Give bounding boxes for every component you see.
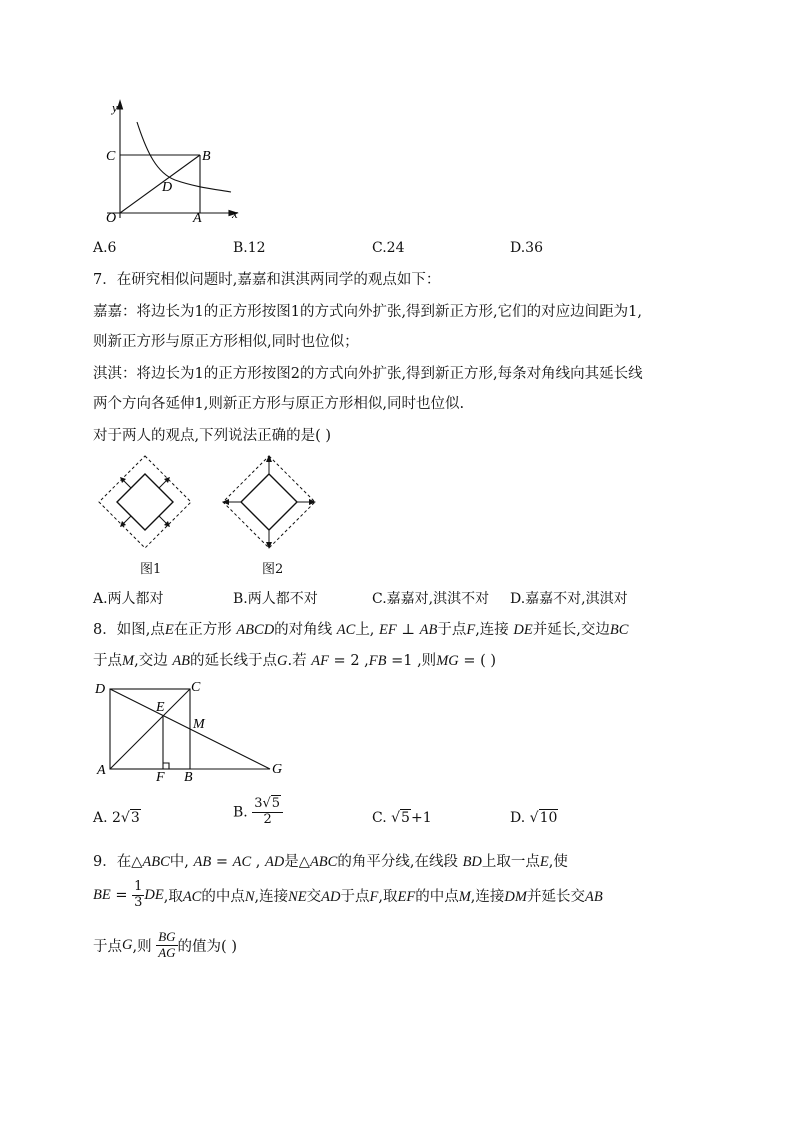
label-G: G: [272, 762, 283, 777]
label-B: B: [202, 149, 211, 164]
label-B: B: [184, 770, 193, 784]
label-C: C: [191, 680, 201, 695]
q7-line-5: 两个方向各延伸1,则新正方形与原正方形相似,同时也位似.: [93, 396, 465, 412]
inner-square: [241, 474, 297, 530]
right-angle-mark: [163, 763, 169, 769]
q6-option-b[interactable]: B.12: [233, 240, 266, 256]
q7-option-c[interactable]: C.嘉嘉对,淇淇不对: [372, 591, 490, 607]
q7-line-3: 则新正方形与原正方形相似,同时也位似；: [93, 334, 359, 350]
q9-line-2: BE = $\frac{1}{3}$ DE,取AC的中点N,连接NE交AD于点F,取EF的中点M,连接DM并延长交AB: [93, 879, 603, 910]
label-E: E: [156, 700, 165, 715]
q8-option-b[interactable]: B. $\frac{3√5}{2}$: [233, 797, 283, 828]
label-A: A: [97, 763, 106, 778]
q6-option-a[interactable]: A.6: [93, 240, 117, 256]
q7-figure-2-label: 图2: [262, 562, 284, 577]
label-F: F: [156, 770, 165, 784]
q7-option-a[interactable]: A.两人都对: [93, 591, 164, 607]
q7-figure-1-label: 图1: [140, 562, 162, 577]
q6-figure: [95, 98, 255, 228]
q7-figure-1: [95, 452, 195, 552]
label-M: M: [193, 717, 205, 732]
q6-option-d[interactable]: D.36: [510, 240, 543, 256]
q7-line-2: 嘉嘉：将边长为1的正方形按图1的方式向外扩张,得到新正方形,它们的对应边间距为1,: [93, 304, 643, 320]
diagonal-AC: [110, 689, 190, 769]
q8-option-c[interactable]: C. √5+1: [372, 810, 432, 826]
q7-line-6: 对于两人的观点,下列说法正确的是( ): [93, 428, 332, 444]
label-D: D: [95, 682, 106, 697]
label-O: O: [106, 211, 117, 226]
q6-option-c[interactable]: C.24: [372, 240, 405, 256]
y-axis-arrow: [118, 101, 123, 109]
label-D: D: [162, 180, 173, 195]
q8-figure: [92, 674, 292, 784]
q9-line-3: 于点G,则 $\frac{BG}{AG}$ 的值为( ): [93, 929, 237, 960]
q8-line-2: 于点M,交边 AB的延长线于点G.若 AF = 2 ,FB =1 ,则MG = ( ): [93, 653, 497, 669]
q7-figure-2: [219, 452, 319, 552]
q7-line-4: 淇淇：将边长为1的正方形按图2的方式向外扩张,得到新正方形,每条对角线向其延长线: [93, 366, 643, 382]
hyperbola-curve: [137, 122, 231, 192]
q9-line-1: 9．在△ABC中, AB = AC , AD是△ABC的角平分线,在线段 BD上取一点E,使: [93, 854, 568, 870]
label-A: A: [193, 211, 202, 226]
label-y: y: [112, 100, 118, 115]
label-x: x: [232, 206, 238, 221]
label-C: C: [106, 149, 116, 164]
q7-option-b[interactable]: B.两人都不对: [233, 591, 318, 607]
q8-option-d[interactable]: D. √10: [510, 810, 558, 826]
q7-option-d[interactable]: D.嘉嘉不对,淇淇对: [510, 591, 628, 607]
outer-square-dashed: [99, 456, 191, 548]
q8-option-a[interactable]: A. 2√3: [93, 810, 140, 826]
q8-line-1: 8．如图,点E在正方形 ABCD的对角线 AC上, EF ⊥ AB于点F,连接 DE并延长,交边BC: [93, 622, 629, 638]
q7-line-1: 7．在研究相似问题时,嘉嘉和淇淇两同学的观点如下：: [93, 272, 441, 288]
